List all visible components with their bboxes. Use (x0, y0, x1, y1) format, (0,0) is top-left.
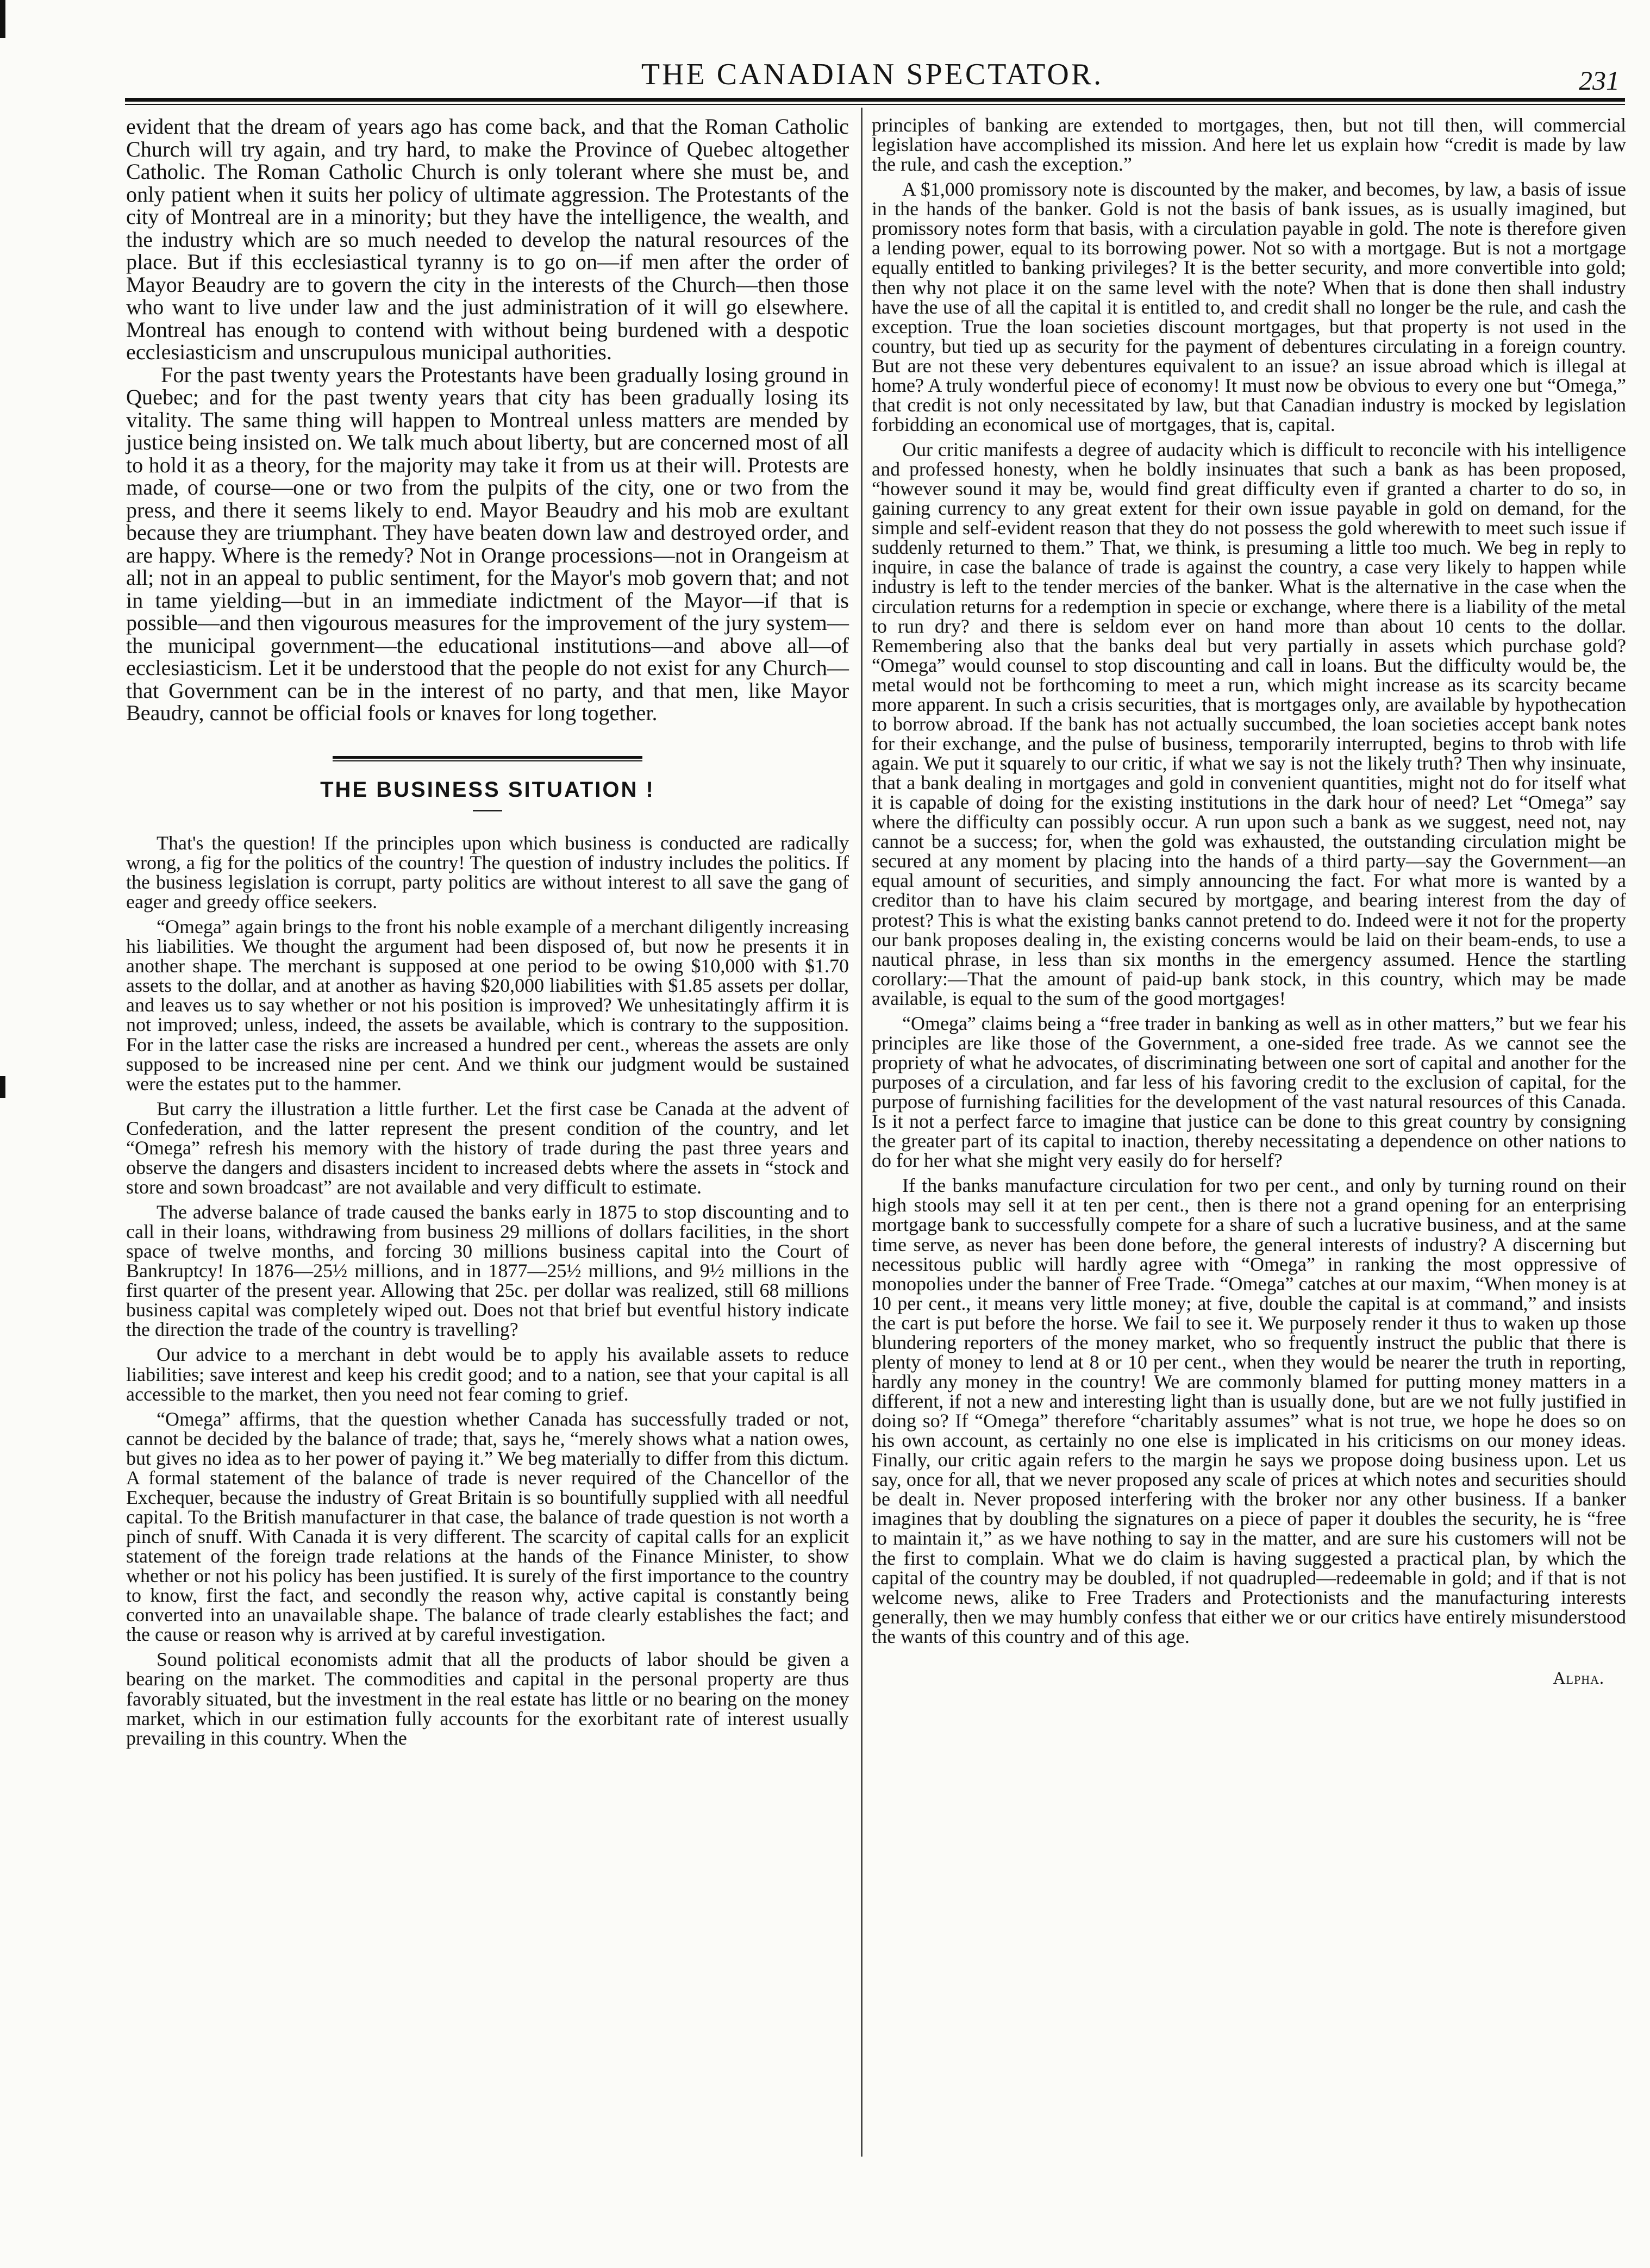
title-rule (473, 810, 502, 811)
binding-mark-middle (0, 1076, 5, 1098)
publication-title: THE CANADIAN SPECTATOR. (641, 58, 1104, 91)
paragraph: “Omega” claims being a “free trader in banking as well as in other matters,” but we fear his principles are like those of the Government, a one-sided free trade. As we cannot see the propriety of what he advocates, of discriminating between one sort of capital and another for the purposes of a circulation, and far less of his favoring credit to the exclusion of capital, for the purpose of furnishing facilities for the development of the vast natural resources of this Canada. Is it not a perfect farce to imagine that justice can be done to this great country by consigning the greater part of its capital to inaction, thereby necessitating a dependence on other nations to do for her what she might very easily do for herself? (872, 1012, 1626, 1172)
paragraph: “Omega” affirms, that the question whether Canada has successfully traded or not, cannot be decided by the balance of trade; that, says he, “merely shows what a nation owes, but gives no idea as to her power of paying it.” We beg materially to differ from this dictum. A formal statement of the balance of trade is never required of the Chancellor of the Exchequer, because the industry of Great Britain is so bountifully supplied with all needful capital. To the British manufacturer in that case, the balance of trade question is not worth a pinch of snuff. With Canada it is very different. The scarcity of capital calls for an explicit statement of the foreign trade relations at the hands of the Finance Minister, to show whether or not his policy has been justified. It is surely of the first importance to the country to know, first the fact, and secondly the reason why, active capital is constantly being converted into an unavailable shape. The balance of trade clearly establishes the fact; and the cause or reason why is arrived at by careful investigation. (126, 1408, 849, 1646)
paragraph: A $1,000 promissory note is discounted by the maker, and becomes, by law, a basis of issue in the hands of the banker. Gold is not the basis of bank issues, as is usually imagined, but promissory notes form that basis, with a circulation payable in gold. The note is therefore given a lending power, equal to its borrowing power. Not so with a mortgage. But is not a mortgage equally entitled to banking privileges? It is the better security, and more convertible into gold; then why not place it on the same level with the note? When that is done then shall industry have the use of all the capital it is entitled to, and credit shall no longer be the rule, and cash the exception. True the loan societies discount mortgages, but that property is not used in the country, but tied up as security for the payment of debentures circulating in a foreign country. But are not these very debentures equivalent to an issue? an issue abroad which is illegal at home? A truly wonderful piece of economy! It must now be obvious to every one but “Omega,” that credit is not only necessitated by law, but that Canadian industry is mocked by legislation forbidding an economical use of mortgages, that is, capital. (872, 178, 1626, 435)
header-rule (125, 98, 1625, 105)
section-divider (333, 756, 642, 761)
paragraph: But carry the illustration a little further. Let the first case be Canada at the advent of Confederation, and the latter represent the present condition of the country, and let “Omega” refresh his memory with the history of trade during the past three years and observe the dangers and disasters incident to increased debts where the assets in “stock and store and sown broadcast” are not available and very difficult to estimate. (126, 1097, 849, 1198)
left-column (126, 115, 849, 1748)
paragraph: Our advice to a merchant in debt would be to apply his available assets to reduce liabilities; save interest and keep his credit good; and to a nation, see that your capital is all accessible to the market, then you need not fear coming to grief. (126, 1344, 849, 1405)
binding-mark-top (0, 0, 5, 38)
business-situation-article (126, 833, 849, 1748)
paragraph: principles of banking are extended to mortgages, then, but not till then, will commercial legislation have accomplished its mission. And here let us explain how “credit is made by law the rule, and cash the exception.” (872, 114, 1626, 176)
paragraph: That's the question! If the principles upon which business is conducted are radically wrong, a fig for the politics of the country! The question of industry includes the politics. If the business legislation is corrupt, party politics are without interest to all save the gang of eager and greedy office seekers. (126, 832, 849, 913)
paragraph: “Omega” again brings to the front his noble example of a merchant diligently increasing his liabilities. We thought the argument had been disposed of, but now he presents it in another shape. The merchant is supposed at one period to be owing $10,000 with $1.70 assets to the dollar, and at another as having $20,000 liabilities with $1.85 assets per dollar, and leaves us to say whether or not his position is improved? We unhesitatingly affirm it is not improved; unless, indeed, the assets be available, which is contrary to the supposition. For in the latter case the risks are increased a hundred per cent., whereas the assets are only supposed to be increased nine per cent. And we think our judgment would be sustained were the estates put to the hammer. (126, 916, 849, 1095)
paragraph: For the past twenty years the Protestants have been gradually losing ground in Quebec; and for the past twenty years that city has been gradually losing its vitality. The same thing will happen to Montreal unless matters are mended by justice being insisted on. We talk much about liberty, but are concerned most of all to hold it as a theory, for the majority may take it from us at their will. Protests are made, of course—one or two from the pulpits of the city, one or two from the press, and there it seems likely to end. Mayor Beaudry and his mob are exultant because they are triumphant. They have beaten down law and destroyed order, and are happy. Where is the remedy? Not in Orange processions—not in Orangeism at all; not in an appeal to public sentiment, for the Mayor's mob govern that; and not in tame yielding—but in an immediate indictment of the Mayor—if that is possible—and then vigourous measures for the improvement of the jury system—the municipal government—the educational institutions—and above all—of ecclesiasticism. Let it be understood that the people do not exist for any Church—that Government can be in the interest of no party, and that men, like Mayor Beaudry, cannot be official fools or knaves for long together. (126, 362, 849, 726)
paragraph: evident that the dream of years ago has come back, and that the Roman Catholic Church will try again, and try hard, to make the Province of Quebec altogether Catholic. The Roman Catholic Church is only tolerant where she must be, and only patient when it suits her policy of ultimate aggression. The Protestants of the city of Montreal are in a minority; but they have the intelligence, the wealth, and the industry which are so much needed to develop the natural resources of the place. But if this ecclesiastical tyranny is to go on—if men after the order of Mayor Beaudry are to govern the city in the interests of the Church—then those who want to live under law and the just administration of it will go elsewhere. Montreal has enough to contend with without being burdened with a despotic ecclesiasticism and unscrupulous municipal authorities. (126, 114, 849, 365)
paragraph: Sound political economists admit that all the products of labor should be given a bearing on the market. The commodities and capital in the personal property are thus favorably situated, but the investment in the real estate has little or no bearing on the money market, which in our estimation fully accounts for the exorbitant rate of interest usually prevailing in this country. When the (126, 1648, 849, 1749)
author-signature: Alpha. (1553, 1667, 1604, 1688)
column-divider (861, 108, 862, 2157)
right-column (872, 115, 1626, 1688)
paragraph: If the banks manufacture circulation for two per cent., and only by turning round on their high stools may sell it at ten per cent., then is there not a grand opening for an enterprising mortgage bank to successfully compete for a share of such a lucrative business, and at the same time serve, as never has been done before, the general interests of industry? A discerning but necessitous public will hardly agree with “Omega” in ranking the most oppressive of monopolies under the banner of Free Trade. “Omega” catches at our maxim, “When money is at 10 per cent., it means very little money; at five, double the capital is at command,” and insists the cart is put before the horse. We fail to see it. We purposely render it thus to waken up those blundering reporters of the money market, who so frequently instruct the public that there is plenty of money to lend at 8 or 10 per cent., when they would be nearer the truth in reporting, hardly any money in the country! We are commonly blamed for putting money matters in a different, if not a new and interesting light than is usually done, but are we not fully justified in doing so? If “Omega” therefore “charitably assumes” what is not true, we hope he does so on his own account, as certainly no one else is implicated in his criticisms on our money ideas. Finally, our critic again refers to the margin he says we propose doing business upon. Let us say, once for all, that we never proposed any scale of prices at which notes and securities should be dealt in. Never proposed interfering with the broker nor any other business. If a banker imagines that by doubling the signatures on a piece of paper it doubles the security, he is “free to maintain it,” as we have nothing to say in the matter, and are sure his customers will not be the first to complain. What we do claim is having suggested a practical plan, by which the capital of the country may be doubled, if not quadrupled—redeemable in gold; and if that is not welcome news, alike to Free Traders and Protectionists and the manufacturing interests generally, then we may humbly confess that either we or our critics have entirely misunderstood the wants of this country and of this age. (872, 1174, 1626, 1647)
page-number: 231 (1579, 65, 1620, 96)
paragraph: Our critic manifests a degree of audacity which is difficult to reconcile with his intelligence and professed honesty, when he boldly insinuates that such a bank as has been proposed, “however sound it may be, would find great difficulty even if granted a charter to do so, in gaining currency to any great extent for their own issue payable in gold on demand, for the simple and self-evident reason that they do not possess the gold wherewith to meet such issue if suddenly returned to them.” That, we think, is presuming a little too much. We beg in reply to inquire, in case the balance of trade is against the country, a case very likely to happen while industry is left to the tender mercies of the banker. What is the alternative in the case when the circulation returns for a redemption in specie or exchange, where there is a liability of the metal to run dry? and there is seldom ever on hand more than about 10 cents to the dollar. Remembering also that the banks deal but very partially in assets which purchase gold? “Omega” would counsel to stop discounting and call in loans. But the difficulty would be, the metal would not be forthcoming to meet a run, which might increase as its scarcity became more apparent. In such a crisis securities, that is mortgages only, are available by hypothecation to borrow abroad. If the bank has not actually succumbed, the loan societies accept bank notes for their exchange, and the pulse of business, temporarily interrupted, begins to throb with life again. We put it squarely to our critic, if what we say is not the likely truth? Then why insinuate, that a bank dealing in mortgages and gold in convenient quantities, might not do for itself what it is capable of doing for the existing institutions in the dark hour of need? Let “Omega” say where the difficulty can possibly occur. A run upon such a bank as we suggest, need not, nay cannot be a success; for, when the gold was exhausted, the outstanding circulation might be secured at any moment by placing into the hands of a third party—say the Government—an equal amount of securities, and simply announcing the fact. For what more is wanted by a creditor than to have his claim secured by mortgage, and bearing interest from the day of protest? This is what the existing banks cannot pretend to do. Indeed were it not for the property our bank proposes dealing in, the existing concerns would be laid on their beam-ends, to use a nautical phrase, in less than six months in the emergency assumed. Hence the startling corollary:—That the amount of paid-up bank stock, in this country, which may be made available, is equal to the sum of the good mortgages! (872, 439, 1626, 1009)
paragraph: The adverse balance of trade caused the banks early in 1875 to stop discounting and to call in their loans, withdrawing from business 29 millions of dollars facilities, in the short space of twelve months, and forcing 30 millions business capital into the Court of Bankruptcy! In 1876—25½ millions, and in 1877—25½ millions, and 9½ millions in the first quarter of the present year. Allowing that 25c. per dollar was realized, still 68 millions business capital was completely wiped out. Does not that brief but eventful history indicate the direction the trade of the country is travelling? (126, 1201, 849, 1341)
section-title: THE BUSINESS SITUATION ! (320, 777, 655, 802)
running-header (125, 57, 1620, 101)
editorial-continuation (126, 115, 849, 724)
